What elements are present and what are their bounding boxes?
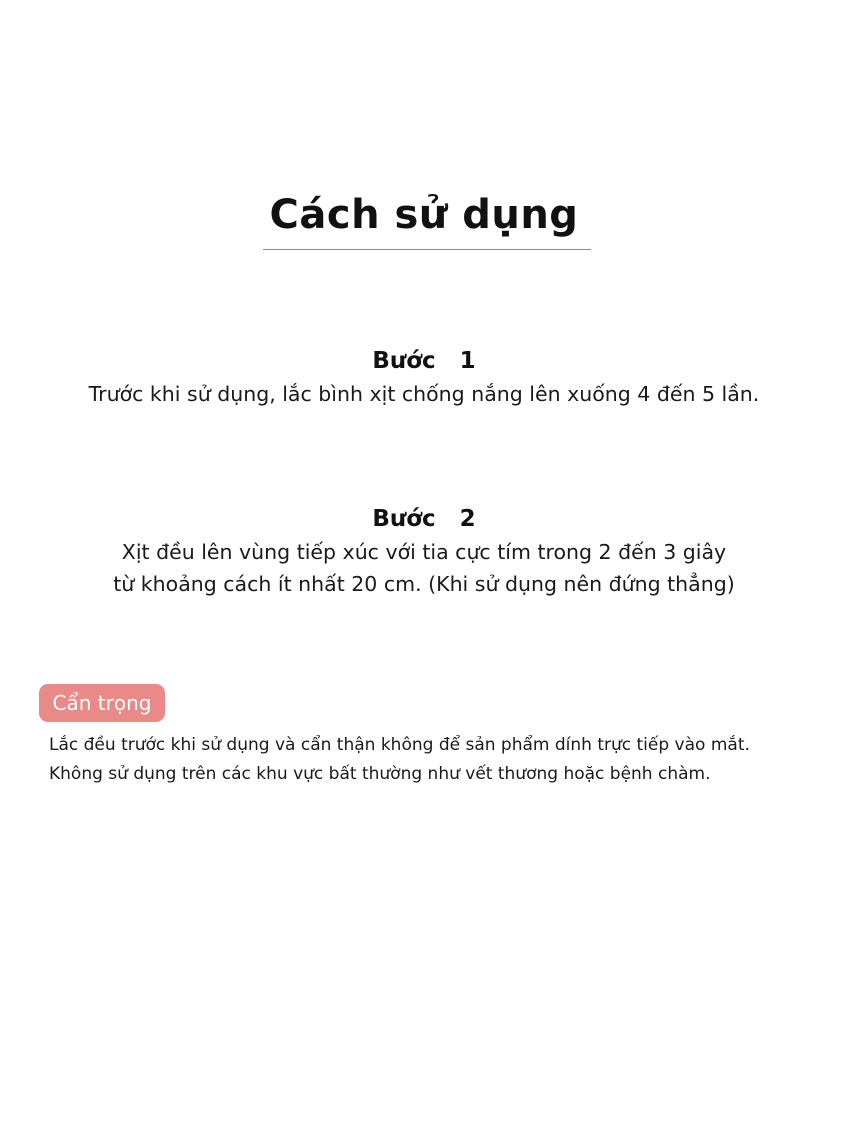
caution-line-2: Không sử dụng trên các khu vực bất thường như vết thương hoặc bệnh chàm.: [49, 764, 711, 784]
step-2: [0, 502, 848, 600]
caution-line-1: Lắc đều trước khi sử dụng và cẩn thận không để sản phẩm dính trực tiếp vào mắt.: [49, 735, 750, 755]
step-2-line-1: Xịt đều lên vùng tiếp xúc với tia cực tím trong 2 đến 3 giây: [121, 540, 727, 564]
title-divider: [263, 249, 591, 250]
page-title: Cách sử dụng: [269, 192, 579, 238]
step-2-line-2: từ khoảng cách ít nhất 20 cm. (Khi sử dụng nên đứng thẳng): [113, 572, 735, 596]
step-1-heading: Bước 1: [372, 348, 476, 374]
step-1: [0, 344, 848, 410]
step-1-line-1: Trước khi sử dụng, lắc bình xịt chống nắng lên xuống 4 đến 5 lần.: [88, 382, 760, 406]
caution-badge: Cẩn trọng: [39, 684, 165, 722]
caution-text: [49, 731, 829, 789]
step-2-heading: Bước 2: [372, 506, 476, 532]
